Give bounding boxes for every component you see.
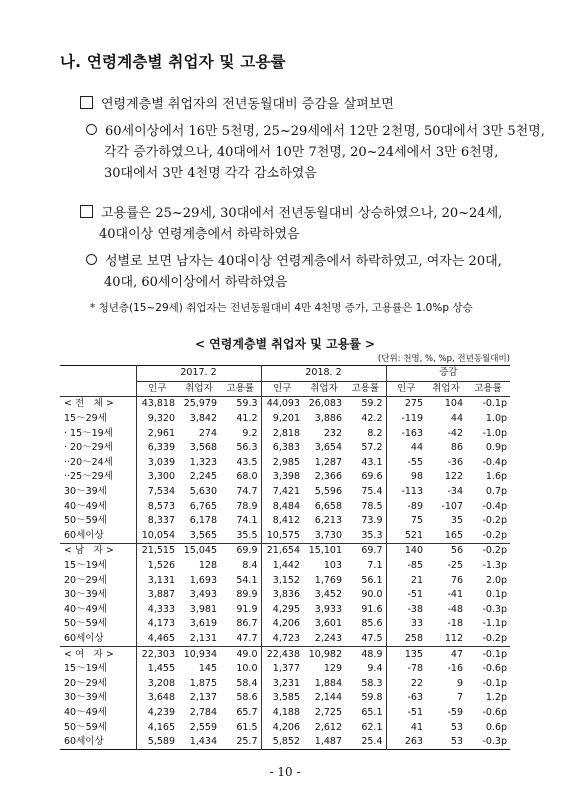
table-cell: 86.7 [236, 618, 258, 630]
table-cell: -1.0p [482, 427, 508, 439]
table-cell: 1,884 [314, 677, 342, 689]
column-header: 고용률 [466, 381, 510, 397]
table-cell: 58.3 [361, 677, 383, 689]
table-cell: 49.0 [220, 647, 261, 662]
row-label: 40～49세 [64, 500, 107, 512]
table-cell: 21,654 [261, 544, 303, 559]
row-label: 30～39세 [64, 486, 107, 498]
table-cell: -0.2p [482, 632, 508, 644]
table-cell: 7,534 [136, 485, 178, 500]
column-header: 고용률 [345, 381, 386, 397]
table-cell: 25,979 [183, 398, 217, 410]
header-blank [60, 366, 136, 397]
table-cell: -63 [386, 691, 426, 706]
table-cell: -0.6p [482, 706, 508, 718]
table-cell: 26,083 [308, 398, 342, 410]
table-cell: 89.9 [236, 589, 258, 601]
row-label: · 15～19세 [64, 427, 113, 439]
table-cell: 3,619 [189, 618, 217, 630]
table-cell: 73.9 [361, 515, 383, 527]
section-title: 나. 연령계층별 취업자 및 고용률 [60, 53, 286, 71]
bullet-1: 연령계층별 취업자의 전년동월대비 증감을 살펴보면 [80, 94, 394, 115]
table-cell: 6,213 [314, 515, 342, 527]
table-cell: 56 [426, 544, 466, 559]
table-cell: 8,337 [136, 514, 178, 529]
table-cell: 1,377 [261, 662, 303, 677]
table-cell: 0.1p [485, 589, 508, 601]
table-cell: -85 [386, 559, 426, 574]
square-bullet-icon [80, 205, 93, 218]
table-cell: 35.3 [361, 529, 383, 541]
table-cell: 3,842 [189, 413, 217, 425]
row-label: · 20～29세 [64, 442, 113, 454]
table-cell: 2.0p [485, 574, 508, 586]
table-cell: 25.4 [361, 736, 383, 748]
row-label: 15～29세 [64, 413, 107, 425]
table-cell: 2,784 [189, 706, 217, 718]
table-cell: 4,333 [136, 603, 178, 618]
table-cell: 2,725 [314, 706, 342, 718]
table-cell: 4,165 [136, 720, 178, 735]
table-cell: 69.7 [345, 544, 386, 559]
table-cell: 10.0 [236, 663, 258, 675]
table-row [60, 617, 510, 632]
table-cell: 43.1 [361, 456, 383, 468]
table-cell: 76 [450, 574, 463, 586]
table-cell: 5,596 [314, 486, 342, 498]
table-cell: 65.1 [361, 706, 383, 718]
row-label: < 여 자 > [60, 647, 136, 662]
table-cell: 1,693 [189, 574, 217, 586]
table-cell: 10,054 [136, 529, 178, 544]
table-cell: -107 [441, 500, 463, 512]
column-header: 취업자 [178, 381, 220, 397]
square-bullet-icon [80, 96, 93, 109]
table-cell: 3,730 [314, 529, 342, 541]
row-label: < 전 체 > [64, 398, 114, 410]
table-cell: -119 [386, 412, 426, 427]
table-cell: 9 [456, 677, 463, 689]
table-cell: 21 [386, 573, 426, 588]
table-cell: 47.7 [236, 632, 258, 644]
table-cell: 3,886 [314, 413, 342, 425]
table-cell: -16 [447, 663, 463, 675]
bullet-2-sub: 성별로 보면 남자는 40대이상 연령계층에서 하락하였고, 여자는 20대, 40대, 60세이상에서 하락하였음 [86, 251, 502, 293]
table-row [60, 456, 510, 471]
table-title: < 연령계층별 취업자 및 고용률 > [194, 337, 376, 351]
table-cell: 2,985 [261, 456, 303, 471]
table-cell: 44,093 [261, 397, 303, 412]
table-cell: 5,589 [136, 735, 178, 750]
table-cell: -0.6p [482, 663, 508, 675]
table-cell: 2,612 [314, 721, 342, 733]
table-cell: 3,568 [189, 442, 217, 454]
table-cell: 3,152 [261, 573, 303, 588]
table-cell: 48.9 [345, 647, 386, 662]
table-cell: 43,818 [136, 397, 178, 412]
table-cell: 78.9 [236, 500, 258, 512]
table-cell: 2,559 [189, 721, 217, 733]
table-cell: 33 [386, 617, 426, 632]
row-label: 20～29세 [64, 574, 107, 586]
table-cell: 44 [450, 413, 463, 425]
table-row [60, 441, 510, 456]
table-row [60, 603, 510, 618]
table-cell: -38 [386, 603, 426, 618]
table-cell: 65.7 [236, 706, 258, 718]
table-cell: 69.6 [361, 471, 383, 483]
table-cell: 3,601 [314, 618, 342, 630]
table-body [60, 397, 510, 750]
table-cell: 104 [444, 398, 463, 410]
table-cell: 2,131 [189, 632, 217, 644]
table-cell: 56.1 [361, 574, 383, 586]
table-row [60, 426, 510, 441]
column-header: 고용률 [220, 381, 261, 397]
table-cell: 521 [386, 529, 426, 544]
table-cell: 3,981 [189, 603, 217, 615]
table-cell: 75.4 [361, 486, 383, 498]
table-cell: 91.6 [361, 603, 383, 615]
table-cell: 3,887 [136, 588, 178, 603]
table-cell: 263 [386, 735, 426, 750]
column-header: 취업자 [303, 381, 345, 397]
table-cell: -89 [386, 499, 426, 514]
table-cell: 6,178 [189, 515, 217, 527]
period-header: 2017. 2 [136, 366, 261, 382]
table-cell: -0.2p [482, 515, 508, 527]
table-cell: 58.4 [236, 677, 258, 689]
table-cell: 90.0 [361, 589, 383, 601]
table-cell: 47.5 [361, 632, 383, 644]
table-cell: 59.8 [361, 692, 383, 704]
row-label: 30～39세 [64, 692, 107, 704]
table-cell: 7.1 [367, 560, 383, 572]
row-label: 40～49세 [64, 603, 107, 615]
table-row [60, 514, 510, 529]
table-row [60, 676, 510, 691]
row-label: 50～59세 [64, 721, 107, 733]
page-number: - 10 - [269, 765, 301, 779]
table-cell: 3,836 [261, 588, 303, 603]
table-cell: 47 [426, 647, 466, 662]
table-cell: -41 [447, 589, 463, 601]
table-cell: 135 [386, 647, 426, 662]
row-label: 50～59세 [64, 515, 107, 527]
table-cell: 68.0 [236, 471, 258, 483]
table-cell: 41.2 [236, 413, 258, 425]
table-cell: 54.1 [236, 574, 258, 586]
row-label: 40～49세 [64, 706, 107, 718]
table-cell: 4,206 [261, 720, 303, 735]
table-cell: -78 [386, 662, 426, 677]
table-cell: -36 [447, 456, 463, 468]
table-cell: 3,933 [314, 603, 342, 615]
table-cell: 9,201 [261, 412, 303, 427]
table-cell: -163 [386, 426, 426, 441]
table-cell: 4,239 [136, 706, 178, 721]
table-cell: 6,339 [136, 441, 178, 456]
table-cell: 86 [450, 442, 463, 454]
table-row [60, 720, 510, 735]
table-cell: 1,442 [261, 559, 303, 574]
table-cell: 7,421 [261, 485, 303, 500]
table-cell: 1.6p [485, 471, 508, 483]
table-cell: 112 [444, 632, 463, 644]
table-cell: 22,303 [136, 647, 178, 662]
table-cell: 61.5 [236, 721, 258, 733]
table-cell: 1,455 [136, 662, 178, 677]
circle-bullet-icon [86, 254, 97, 265]
table-cell: 1,769 [314, 574, 342, 586]
table-cell: -0.1p [482, 677, 508, 689]
table-row [60, 691, 510, 706]
table-cell: -113 [386, 485, 426, 500]
table-cell: 165 [444, 529, 463, 541]
table-row [60, 485, 510, 500]
table-cell: 2,245 [189, 471, 217, 483]
table-row [60, 647, 510, 662]
table-cell: -1.3p [482, 560, 508, 572]
employment-table [60, 365, 510, 750]
table-cell: 1,434 [189, 736, 217, 748]
table-cell: 1,323 [189, 456, 217, 468]
table-cell: 15,101 [303, 544, 345, 559]
table-cell: 22,438 [261, 647, 303, 662]
row-label: ··20～24세 [64, 456, 113, 468]
table-cell: 43.5 [236, 456, 258, 468]
row-label: 60세이상 [64, 529, 104, 541]
table-cell: 2,137 [189, 692, 217, 704]
table-cell: 4,188 [261, 706, 303, 721]
table-cell: 3,231 [261, 676, 303, 691]
table-cell: 274 [198, 427, 217, 439]
table-cell: 74.7 [236, 486, 258, 498]
table-cell: 7 [456, 692, 463, 704]
table-cell: 10,934 [178, 647, 220, 662]
bullet-2: 고용률은 25~29세, 30대에서 전년동월대비 상승하였으나, 20~24세, 40대이상 연령계층에서 하락하였음 [80, 203, 502, 245]
table-row [60, 632, 510, 647]
table-row [60, 573, 510, 588]
table-cell: 91.9 [236, 603, 258, 615]
table-cell: -18 [447, 618, 463, 630]
period-header: 증감 [386, 366, 510, 382]
table-cell: 1,875 [189, 677, 217, 689]
row-label: 60세이상 [64, 632, 104, 644]
table-cell: 5,852 [261, 735, 303, 750]
column-header: 취업자 [426, 381, 466, 397]
table-cell: 35 [450, 515, 463, 527]
table-cell: 59.3 [236, 398, 258, 410]
table-cell: 4,295 [261, 603, 303, 618]
table-cell: 85.6 [361, 618, 383, 630]
table-cell: 3,398 [261, 470, 303, 485]
table-cell: 1,287 [314, 456, 342, 468]
table-cell: 21,515 [136, 544, 178, 559]
row-label: 50～59세 [64, 618, 107, 630]
table-cell: -0.2p [466, 544, 510, 559]
table-cell: -51 [386, 706, 426, 721]
table-cell: -0.1p [482, 398, 508, 410]
table-cell: 232 [323, 427, 342, 439]
table-cell: -0.2p [482, 529, 508, 541]
table-row [60, 412, 510, 427]
table-cell: -0.4p [482, 500, 508, 512]
table-cell: 35.5 [236, 529, 258, 541]
table-cell: 1.2p [485, 692, 508, 704]
table-cell: 3,648 [136, 691, 178, 706]
table-cell: 9.2 [242, 427, 258, 439]
table-cell: 42.2 [361, 413, 383, 425]
row-label: 15～19세 [64, 560, 107, 572]
circle-bullet-icon [86, 124, 97, 135]
table-cell: 122 [444, 471, 463, 483]
table-cell: 2,243 [314, 632, 342, 644]
table-cell: 4,465 [136, 632, 178, 647]
table-cell: 3,208 [136, 676, 178, 691]
row-label: 30～39세 [64, 589, 107, 601]
table-cell: -1.1p [482, 618, 508, 630]
table-cell: 41 [386, 720, 426, 735]
table-cell: 5,630 [189, 486, 217, 498]
table-cell: -34 [447, 486, 463, 498]
table-cell: 3,493 [189, 589, 217, 601]
table-cell: 8.4 [242, 560, 258, 572]
table-cell: 2,144 [314, 692, 342, 704]
table-cell: 0.9p [485, 442, 508, 454]
table-cell: 6,658 [314, 500, 342, 512]
table-cell: 3,300 [136, 470, 178, 485]
table-cell: 2,818 [261, 426, 303, 441]
table-row [60, 559, 510, 574]
table-cell: 3,565 [189, 529, 217, 541]
table-cell: 128 [198, 560, 217, 572]
table-cell: 8,573 [136, 499, 178, 514]
table-cell: 98 [386, 470, 426, 485]
table-row [60, 397, 510, 412]
table-cell: 74.1 [236, 515, 258, 527]
table-row [60, 706, 510, 721]
table-cell: 6,383 [261, 441, 303, 456]
table-row [60, 735, 510, 750]
table-cell: 69.9 [220, 544, 261, 559]
table-cell: 4,723 [261, 632, 303, 647]
row-label: 60세이상 [64, 736, 104, 748]
table-cell: 15,045 [178, 544, 220, 559]
table-cell: 3,131 [136, 573, 178, 588]
table-cell: 0.7p [485, 486, 508, 498]
table-cell: 3,452 [314, 589, 342, 601]
table-cell: 62.1 [361, 721, 383, 733]
table-cell: 2,961 [136, 426, 178, 441]
row-label: ··25～29세 [64, 471, 113, 483]
table-cell: 58.6 [236, 692, 258, 704]
table-cell: 8.2 [367, 427, 383, 439]
table-cell: -59 [447, 706, 463, 718]
table-cell: 44 [386, 441, 426, 456]
table-cell: 59.2 [361, 398, 383, 410]
table-cell: 4,173 [136, 617, 178, 632]
table-cell: 75 [386, 514, 426, 529]
table-cell: 1,526 [136, 559, 178, 574]
column-header: 인구 [261, 381, 303, 397]
table-cell: -0.4p [482, 456, 508, 468]
period-header: 2018. 2 [261, 366, 386, 382]
table-cell: 9,320 [136, 412, 178, 427]
table-row [60, 499, 510, 514]
table-cell: 3,039 [136, 456, 178, 471]
table-cell: -0.1p [466, 647, 510, 662]
table-row [60, 470, 510, 485]
table-cell: 3,585 [261, 691, 303, 706]
table-cell: 258 [386, 632, 426, 647]
table-cell: 275 [386, 397, 426, 412]
table-cell: 56.3 [236, 442, 258, 454]
table-cell: 57.2 [361, 442, 383, 454]
table-cell: 9.4 [367, 663, 383, 675]
table-cell: 22 [386, 676, 426, 691]
table-cell: -48 [447, 603, 463, 615]
table-cell: 25.7 [236, 736, 258, 748]
table-cell: -0.3p [482, 736, 508, 748]
table-cell: 8,412 [261, 514, 303, 529]
table-cell: -42 [447, 427, 463, 439]
table-cell: 140 [386, 544, 426, 559]
table-cell: -25 [447, 560, 463, 572]
table-cell: 2,366 [314, 471, 342, 483]
table-cell: -55 [386, 456, 426, 471]
table-cell: 10,982 [303, 647, 345, 662]
table-cell: 53 [450, 736, 463, 748]
table-cell: 1,487 [314, 736, 342, 748]
row-label: 15～19세 [64, 663, 107, 675]
table-cell: 10,575 [261, 529, 303, 544]
table-row [60, 662, 510, 677]
table-cell: 129 [323, 663, 342, 675]
table-cell: 0.6p [485, 721, 508, 733]
table-cell: 53 [450, 721, 463, 733]
bullet-1-sub: 60세이상에서 16만 5천명, 25~29세에서 12만 2천명, 50대에서 3만 5천명, 각각 증가하였으나, 40대에서 10만 7천명, 20~24세에서 3만 6천명, 30대에서 3만 4천명 각각 감소하였음 [86, 121, 545, 184]
table-cell: 6,765 [189, 500, 217, 512]
table-cell: 145 [198, 663, 217, 675]
table-cell: 103 [323, 560, 342, 572]
table-cell: -0.3p [482, 603, 508, 615]
table-cell: 4,206 [261, 617, 303, 632]
column-header: 인구 [386, 381, 426, 397]
table-cell: 1.0p [485, 413, 508, 425]
table-cell: -51 [386, 588, 426, 603]
row-label: 20～29세 [64, 677, 107, 689]
table-row [60, 588, 510, 603]
table-row [60, 544, 510, 559]
table-cell: 3,654 [314, 442, 342, 454]
table-cell: 8,484 [261, 499, 303, 514]
table-unit: (단위: 천명, %, %p, 전년동월대비) [377, 354, 510, 364]
column-header: 인구 [136, 381, 178, 397]
footnote: * 청년층(15~29세) 취업자는 전년동월대비 4만 4천명 증가, 고용률은 1.0%p 상승 [90, 302, 473, 314]
row-label: < 남 자 > [60, 544, 136, 559]
table-cell: 78.5 [361, 500, 383, 512]
table-row [60, 529, 510, 544]
